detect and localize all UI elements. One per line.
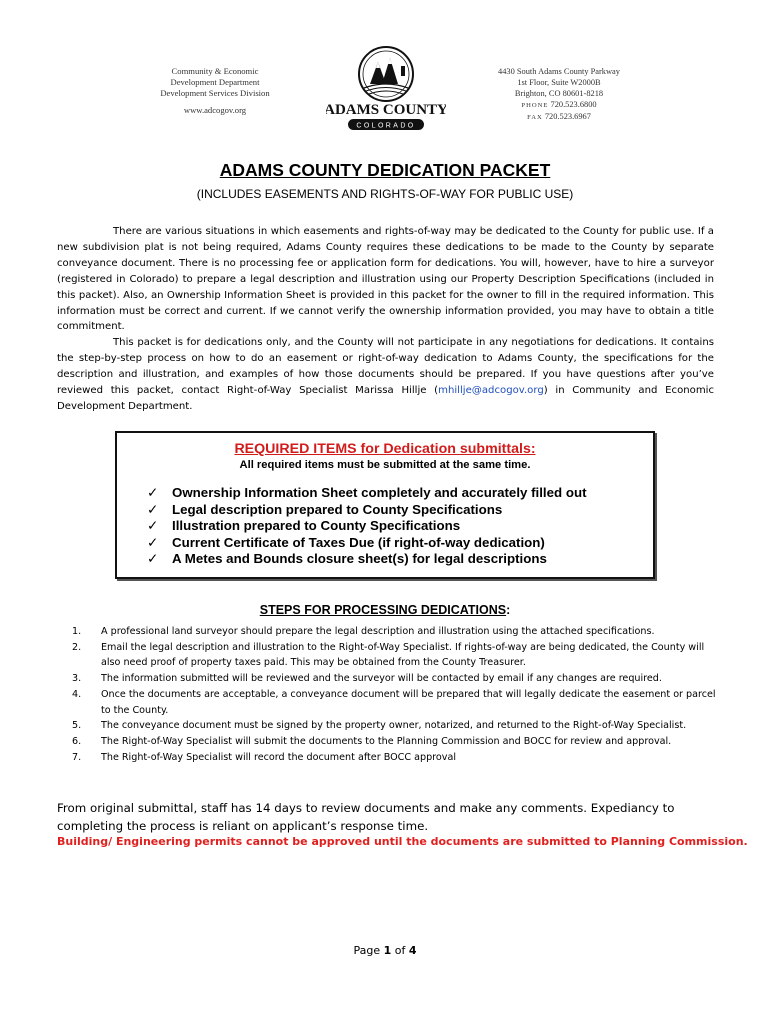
addr-line-1: 4430 South Adams County Parkway	[498, 67, 620, 76]
steps-title	[0, 603, 770, 617]
fax-label: FAX	[527, 114, 543, 121]
address-block	[474, 66, 644, 123]
required-item-text: Current Certificate of Taxes Due (if right-of-way dedication)	[172, 534, 545, 550]
intro-paragraph-1-text: There are various situations in which easements and rights-of-way may be dedicated to the County for public use. If a new subdivision plat is not being required, Adams County requires these dedications to be made to the County by separate conveyance document. There is no processing fee or application form for dedications. You will, however, have to hire a surveyor (registered in Colorado) to prepare a legal description and illustration using our Property Description Specifications (included in this packet). Also, an Ownership Information Sheet is provided in this packet for the owner to fill in the required information. This information must be correct and current. If we cannot verify the ownership information provided, you may have to obtain a title commitment.	[57, 226, 714, 333]
step-item	[72, 624, 722, 640]
step-number: 6.	[72, 735, 82, 747]
required-items-box	[115, 431, 655, 579]
contact-email-link[interactable]: mhillje@adcogov.org	[438, 384, 544, 396]
addr-line-3: Brighton, CO 80601-8218	[514, 89, 604, 98]
checkmark-icon: ✓	[147, 551, 159, 566]
dept-line-3: Development Services Division	[160, 88, 270, 98]
required-item-text: Illustration prepared to County Specifications	[172, 518, 461, 533]
step-number: 2.	[72, 641, 82, 653]
department-block	[150, 66, 280, 116]
step-number: 1.	[72, 626, 82, 637]
fax-number: 720.523.6967	[544, 112, 591, 121]
county-seal-icon	[326, 44, 446, 136]
phone-number: 720.523.6800	[550, 100, 597, 109]
required-item	[147, 535, 653, 552]
logo-name: ADAMS COUNTY	[326, 102, 446, 118]
step-number: 7.	[72, 751, 82, 763]
fax-line	[474, 111, 644, 123]
required-items-title: REQUIRED ITEMS for Dedication submittals:	[234, 441, 536, 457]
page-footer	[0, 944, 770, 957]
step-text: A professional land surveyor should prepare the legal description and illustration using the attached specifications.	[101, 626, 655, 637]
required-item-text: Ownership Information Sheet completely and accurately filled out	[172, 485, 587, 500]
intro-paragraph-2	[57, 335, 714, 415]
page-subtitle: (INCLUDES EASEMENTS AND RIGHTS-OF-WAY FOR PUBLIC USE)	[196, 187, 574, 201]
step-number: 4.	[72, 688, 82, 700]
dept-line-2: Development Department	[170, 77, 260, 87]
step-text: The conveyance document must be signed by the property owner, notarized, and returned to the Right-of-Way Specialist.	[101, 720, 687, 732]
review-timeline-note: From original submittal, staff has 14 days to review documents and make any comments. Expediancy to completing the process is reliant on applicant’s response time.	[57, 801, 675, 833]
page-title: ADAMS COUNTY DEDICATION PACKET	[219, 160, 551, 180]
steps-title-text: STEPS FOR PROCESSING DEDICATIONS	[259, 603, 507, 617]
required-item	[147, 502, 653, 519]
phone-label: PHONE	[521, 102, 549, 109]
step-text: Email the legal description and illustration to the Right-of-Way Specialist. If rights-of-way are being dedicated, the County will also need proof of property taxes paid. This may be obtained from the County Treasurer.	[101, 641, 705, 669]
dept-line-1: Community & Economic	[171, 66, 259, 76]
total-pages: 4	[408, 944, 417, 957]
required-item	[147, 485, 653, 502]
step-item	[72, 671, 722, 687]
step-item	[72, 687, 722, 718]
step-number: 3.	[72, 673, 82, 685]
checkmark-icon: ✓	[147, 485, 159, 500]
page-word: Page	[353, 944, 381, 957]
required-items-list	[117, 485, 653, 568]
checkmark-icon: ✓	[147, 534, 159, 550]
logo-state: COLORADO	[356, 122, 416, 130]
step-text: The Right-of-Way Specialist will record the document after BOCC approval	[101, 751, 456, 763]
phone-line	[474, 99, 644, 111]
step-text: The Right-of-Way Specialist will submit the documents to the Planning Commission and BOCC for review and approval.	[101, 735, 672, 747]
current-page: 1	[383, 944, 392, 957]
step-text: The information submitted will be reviewed and the surveyor will be contacted by email if any changes are required.	[101, 673, 662, 685]
intro-paragraph-2-end: ) in Community and Economic Development Department.	[57, 384, 714, 412]
steps-title-colon: :	[506, 603, 511, 617]
adams-county-logo	[326, 44, 446, 136]
step-number: 5.	[72, 720, 82, 732]
of-word: of	[394, 944, 406, 957]
required-item-text: A Metes and Bounds closure sheet(s) for legal descriptions	[172, 551, 547, 566]
step-item	[72, 640, 722, 671]
intro-paragraph-1	[57, 224, 714, 335]
checkmark-icon: ✓	[147, 501, 159, 517]
step-item	[72, 750, 722, 766]
required-item-text: Legal description prepared to County Specifications	[172, 501, 503, 517]
dept-website: www.adcogov.org	[183, 105, 247, 115]
permit-warning: Building/ Engineering permits cannot be approved until the documents are submitted to Planning Commission.	[57, 835, 748, 848]
step-text: Once the documents are acceptable, a conveyance document will be prepared that will legally dedicate the easement or parcel to the County.	[101, 688, 716, 716]
required-items-subtitle: All required items must be submitted at the same time.	[239, 459, 531, 471]
required-item	[147, 551, 653, 568]
checkmark-icon: ✓	[147, 518, 159, 533]
required-item	[147, 518, 653, 535]
steps-list	[72, 624, 722, 765]
intro-paragraph-2-text: This packet is for dedications only, and the County will not participate in any negotiations for dedications. It contains the step-by-step process on how to do an easement or right-of-way dedication to Adams County, the specifications for the description and illustration, and examples of how those documents should be prepared. If you have questions after you’ve reviewed this packet, contact Right-of-Way Specialist Marissa Hillje (	[57, 337, 714, 396]
addr-line-2: 1st Floor, Suite W2000B	[517, 78, 601, 87]
step-item	[72, 718, 722, 734]
step-item	[72, 734, 722, 750]
